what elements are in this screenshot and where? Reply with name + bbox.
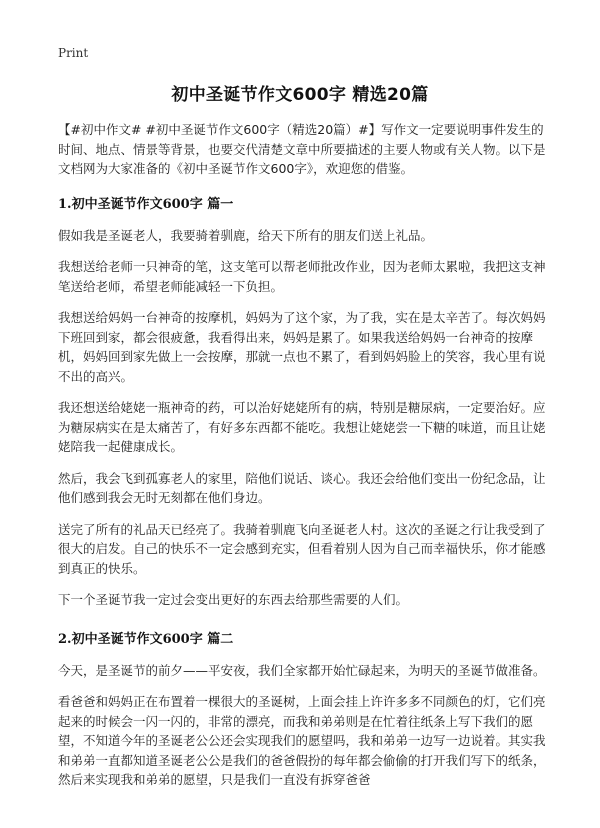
- paragraph: 下一个圣诞节我一定过会变出更好的东西去给那些需要的人们。: [58, 592, 409, 607]
- paragraph: 假如我是圣诞老人，我要骑着驯鹿，给天下所有的朋友们送上礼品。: [58, 227, 434, 243]
- paragraph: 今天，是圣诞节的前夕——平安夜，我们全家都开始忙碌起来，为明天的圣诞节做准备。: [58, 662, 546, 678]
- paragraph: 我还想送给姥姥一瓶神奇的药，可以治好姥姥所有的病，特别是糖尿病，一定要治好。应为糖尿病实在是太痛苦了，有好多东西都不能吃。我想让姥姥尝一下糖的味道，而且让姥姥陪我一起健康成长。: [58, 400, 546, 454]
- paragraph: 我想送给妈妈一台神奇的按摩机，妈妈为了这个家，为了我，实在是太辛苦了。每次妈妈下班回到家，都会很疲惫，我看得出来，妈妈是累了。如果我送给妈妈一台神奇的按摩机，妈妈回到家先做上一会按摩，那就一点也不累了，看到妈妈脸上的笑容，我心里有说不出的高兴。: [58, 310, 546, 384]
- section-2: [58, 628, 552, 790]
- section-heading: 2.初中圣诞节作文600字 篇二: [58, 631, 234, 647]
- intro-paragraph: 【#初中作文# #初中圣诞节作文600字（精选20篇）#】写作文一定要说明事件发生的时间、地点、情景等背景，也要交代清楚文章中所要描述的主要人物或有关人物。以下是文档网为大家准备的《初中圣诞节作文600字》，欢迎您的借鉴。: [58, 122, 546, 176]
- paragraph: 然后，我会飞到孤寡老人的家里，陪他们说话、谈心。我还会给他们变出一份纪念品，让他们感到我会无时无刻都在他们身边。: [58, 470, 546, 505]
- section-heading: 1.初中圣诞节作文600字 篇一: [58, 196, 234, 212]
- paragraph: 我想送给老师一只神奇的笔，这支笔可以帮老师批改作业，因为老师太累啦，我把这支神笔送给老师，希望老师能减轻一下负担。: [58, 259, 546, 294]
- print-link[interactable]: Print: [58, 46, 89, 60]
- article-body: [58, 120, 552, 802]
- paragraph: 送完了所有的礼品天已经亮了。我骑着驯鹿飞向圣诞老人村。这次的圣诞之行让我受到了很大的启发。自己的快乐不一定会感到充实，但看着别人因为自己而幸福快乐，你才能感到真正的快乐。: [58, 521, 546, 576]
- page-title: 初中圣诞节作文600字 精选20篇: [171, 85, 429, 105]
- paragraph: 看爸爸和妈妈正在布置着一棵很大的圣诞树，上面会挂上许许多多不同颜色的灯，它们亮起来的时候会一闪一闪的，非常的漂亮，而我和弟弟则是在忙着往纸条上写下我们的愿望，不知道今年的圣诞老公公还会实现我们的愿望吗，我和弟弟一边写一边说着。其实我和弟弟一直都知道圣诞老公公是我们的爸爸假扮的每年都会偷偷的打开我们写下的纸条，然后来实现我和弟弟的愿望，只是我们一直没有拆穿爸爸: [58, 694, 546, 787]
- section-1: [58, 193, 552, 610]
